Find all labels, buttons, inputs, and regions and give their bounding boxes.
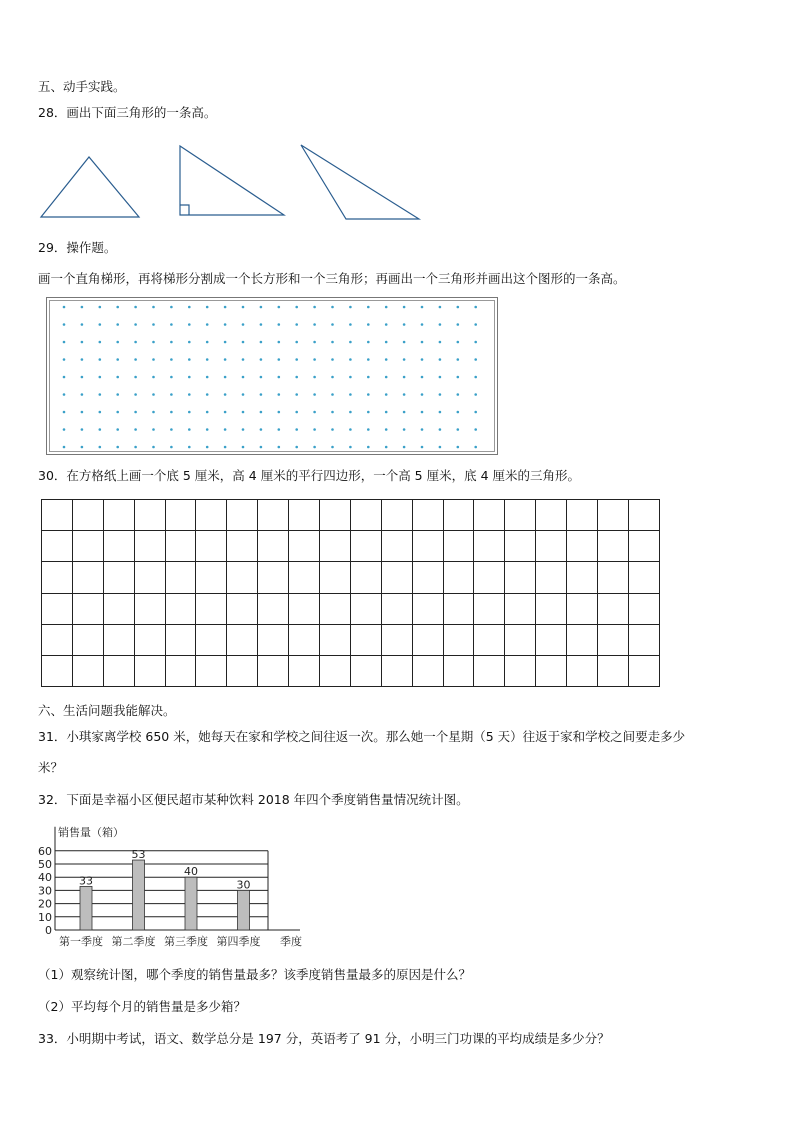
category-label: 第三季度	[164, 935, 208, 948]
y-tick-label: 20	[38, 897, 52, 911]
bar-value-label: 30	[236, 878, 251, 892]
chart-xlabel: 季度	[280, 935, 302, 948]
chart-bars	[80, 860, 250, 930]
y-tick-label: 10	[38, 910, 52, 924]
bar-4	[238, 890, 250, 930]
chart-labels	[38, 845, 261, 948]
q32-sub2: （2）平均每个月的销售量是多少箱？	[38, 999, 246, 1014]
chart-ylabel: 销售量（箱）	[58, 826, 124, 839]
q31-line2: 米？	[38, 760, 64, 775]
y-tick-label: 0	[45, 924, 52, 937]
q31-line1: 31．小琪家离学校 650 米，她每天在家和学校之间往返一次。那么她一个星期（5 天）往返于家和学校之间要走多少	[38, 729, 686, 744]
bar-value-label: 33	[79, 874, 93, 888]
q29-instruction: 画一个直角梯形，再将梯形分割成一个长方形和一个三角形；再画出一个三角形并画出这个图形的一条高。	[38, 271, 626, 286]
y-tick-label: 40	[38, 871, 52, 885]
q32-intro: 32．下面是幸福小区便民超市某种饮料 2018 年四个季度销售量情况统计图。	[38, 792, 469, 807]
bar-2	[133, 860, 145, 930]
category-label: 第一季度	[59, 935, 103, 948]
section6-heading: 六、生活问题我能解决。	[38, 703, 176, 718]
section5-heading: 五、动手实践。	[38, 79, 126, 94]
category-label: 第二季度	[111, 935, 156, 948]
y-tick-label: 30	[38, 884, 52, 898]
y-tick-label: 50	[38, 858, 52, 871]
bar-value-label: 40	[184, 865, 198, 879]
q28-text: 28．画出下面三角形的一条高。	[38, 105, 217, 120]
q33-text: 33．小明期中考试，语文、数学总分是 197 分，英语考了 91 分，小明三门功课的平均成绩是多少分？	[38, 1031, 610, 1046]
y-tick-label: 60	[38, 844, 52, 858]
q32-sub1: （1）观察统计图，哪个季度的销售量最多？该季度销售量最多的原因是什么？	[38, 967, 471, 982]
category-label: 第四季度	[216, 935, 261, 948]
bar-1	[80, 886, 92, 930]
q29-title: 29．操作题。	[38, 240, 117, 255]
bar-3	[185, 877, 197, 930]
q30-text: 30．在方格纸上画一个底 5 厘米，高 4 厘米的平行四边形，一个高 5 厘米，底 4 厘米的三角形。	[38, 468, 581, 483]
bar-value-label: 53	[131, 848, 146, 862]
